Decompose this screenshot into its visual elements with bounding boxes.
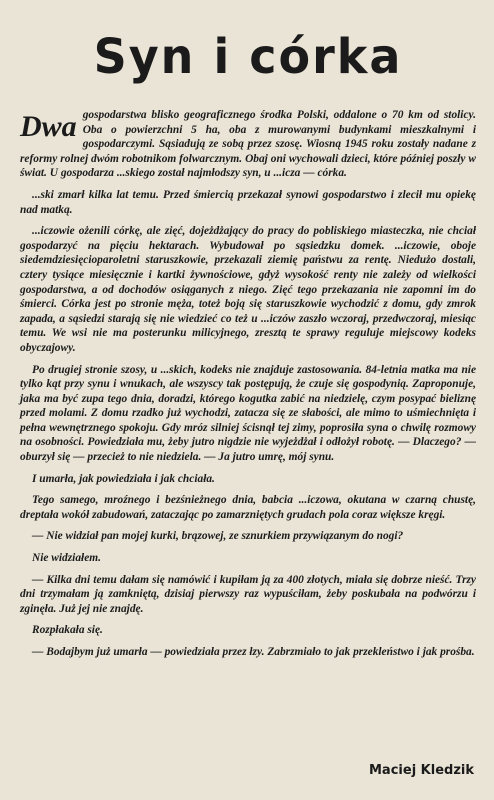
paragraph-9: Rozpłakała się. — [32, 624, 103, 637]
paragraph-3: Po drugiej stronie szosy, u ...skich, kodeks nie znajduje zastosowania. 84-letnia matka ma nie tylko kąt przy synu i wnukach, ale wszyscy tak postępują, że czuje się gospodynią. Zaproponuje, jaka ma być zupa tego dnia, doradzi, którego kogutka zabić na niedzielę, czym posypać bieliznę przed molami. Z domu rzadko już wychodzi, zatacza się ze słabości, ale mimo to uśmiechnięta i pełna wewnętrznego spokoju. Gdy mróz silniej ścisnął tej zimy, poprosiła syna o chwilę rozmowy na osobności. Powiedziała mu, żeby jutro nigdzie nie wyjeżdżał i odłożył robotę. — Dlaczego? — oburzył się — przecież to nie niedziela. — Ja jutro umrę, mój synu. — [20, 363, 476, 464]
paragraph-7: Nie widziałem. — [32, 552, 101, 565]
paragraph-6: — Nie widział pan mojej kurki, brązowej, ze sznurkiem przywiązanym do nogi? — [32, 530, 404, 543]
author-signature: Maciej Kledzik — [369, 763, 474, 778]
intro-paragraph — [20, 108, 476, 181]
intro-text: gospodarstwa blisko geograficznego środka Polski, oddalone o 70 km od stolicy. Oba o powierzchni 5 ha, oba z murowanymi budynkami mieszkalnymi i gospodarczymi. Sąsiadują ze sobą przez szosę. Wiosną 1945 roku zostały nadane z reformy rolnej dwóm robotnikom folwarcznym. Obaj oni wychowali dzieci, które później poszły w świat. U gospodarza ...skiego został najmłodszy syn, u ...icza — córka. — [20, 109, 476, 180]
paragraph-2: ...iczowie ożenili córkę, ale zięć, dojeżdżający do pracy do pobliskiego miasteczka, nie chciał gospodarzyć na pięciu hektarach. Wybudował po sąsiedzku domek. ...iczowie, oboje siedemdziesięcioparoletni staruszkowie, przekazali ziemię państwu za rentę. Niedużo dostali, cztery tysiące miesięcznie i kartki żywnościowe, gdyż wysokość renty nie zależy od wielkości gospodarstwa, a od dochodów osiąganych z niego. Zięć tego przekazania nie zapomni im do śmierci. Córka jest po stronie męża, toteż boją się staruszkowie wychodzić z domu, gdy zmrok zapada, a sąsiedzi starają się nie wiedzieć co też u ...iczów zaszło wczoraj, przedwczoraj, miesiąc temu. We wsi nie ma posterunku milicyjnego, zresztą te sprawy reguluje miejscowy kodeks obyczajowy. — [20, 225, 476, 354]
article-title: Syn i córka — [93, 27, 403, 85]
paragraph-10: — Bodajbym już umarła — powiedziała przez łzy. Zabrzmiało to jak przekleństwo i jak prośba. — [32, 646, 475, 658]
paragraph-1: ...ski zmarł kilka lat temu. Przed śmiercią przekazał synowi gospodarstwo i zlecił mu opiekę nad matką. — [20, 188, 476, 216]
paragraph-5: Tego samego, mroźnego i bezśnieżnego dnia, babcia ...iczowa, okutana w czarną chustę, dreptała wokół zabudowań, zataczając po zamarzniętych grudach pola coraz większe kręgi. — [20, 494, 476, 521]
paragraph-8: — Kilka dni temu dałam się namówić i kupiłam ją za 400 złotych, miała się dobrze nieść. Trzy dni trzymałam ją zamkniętą, dzisiaj pierwszy raz wypuściłam, żeby poskubała na podwórzu i zginęła. Już jej nie znajdę. — [20, 573, 476, 615]
paragraph-4: I umarła, jak powiedziała i jak chciała. — [32, 472, 215, 485]
drop-cap: Dwa — [20, 110, 77, 143]
